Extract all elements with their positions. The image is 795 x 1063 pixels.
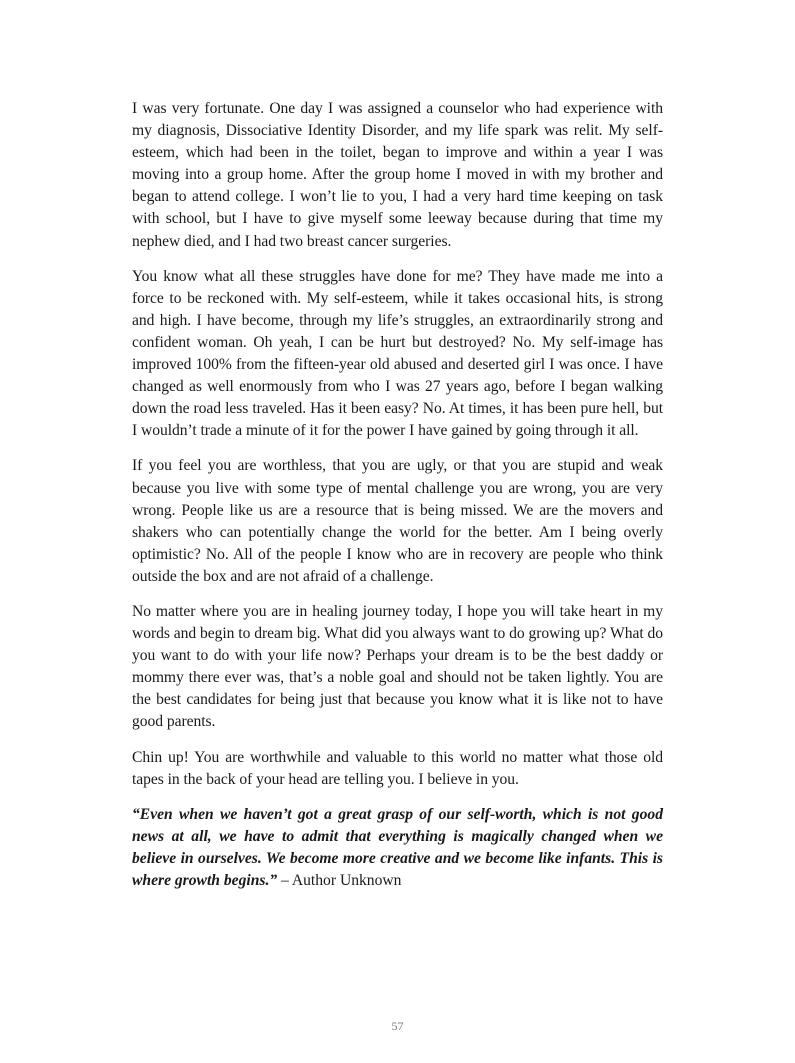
page-number: 57 [391, 1019, 404, 1033]
quote-attribution: – Author Unknown [277, 872, 402, 889]
paragraph-1: I was very fortunate. One day I was assigned a counselor who had experience with my diagnosis, Dissociative Identity Disorder, and my life spark was relit. My self-esteem, which had been in the toilet, began to improve and within a year I was moving into a group home. After the group home I moved in with my brother and began to attend college. I won’t lie to you, I had a very hard time keeping on task with school, but I have to give myself some leeway because during that time my nephew died, and I had two breast cancer surgeries. [132, 100, 663, 250]
closing-quote [132, 804, 663, 892]
paragraph-2: You know what all these struggles have done for me? They have made me into a force to be reckoned with. My self-esteem, while it takes occasional hits, is strong and high. I have become, through my life’s struggles, an extraordinarily strong and confident woman. Oh yeah, I can be hurt but destroyed? No. My self-image has improved 100% from the fifteen-year old abused and deserted girl I was once. I have changed as well enormously from who I was 27 years ago, before I began walking down the road less traveled. Has it been easy? No. At times, it has been pure hell, but I wouldn’t trade a minute of it for the power I have gained by going through it all. [132, 267, 663, 440]
page-body [132, 98, 663, 892]
paragraph-5: Chin up! You are worthwhile and valuable to this world no matter what those old tapes in the back of your head are telling you. I believe in you. [132, 748, 663, 788]
paragraph-4: No matter where you are in healing journey today, I hope you will take heart in my words and begin to dream big. What did you always want to do growing up? What do you want to do with your life now? Perhaps your dream is to be the best daddy or mommy there ever was, that’s a noble goal and should not be taken lightly. You are the best candidates for being just that because you know what it is like not to have good parents. [132, 602, 663, 731]
quote-text: “Even when we haven’t got a great grasp of our self-worth, which is not good news at all, we have to admit that everything is magically changed when we believe in ourselves. We become more creative and we become like infants. This is where growth begins.” [132, 805, 663, 889]
paragraph-3: If you feel you are worthless, that you are ugly, or that you are stupid and weak because you live with some type of mental challenge you are wrong, you are very wrong. People like us are a resource that is being missed. We are the movers and shakers who can potentially change the world for the better. Am I being overly optimistic? No. All of the people I know who are in recovery are people who think outside the box and are not afraid of a challenge. [132, 457, 663, 585]
